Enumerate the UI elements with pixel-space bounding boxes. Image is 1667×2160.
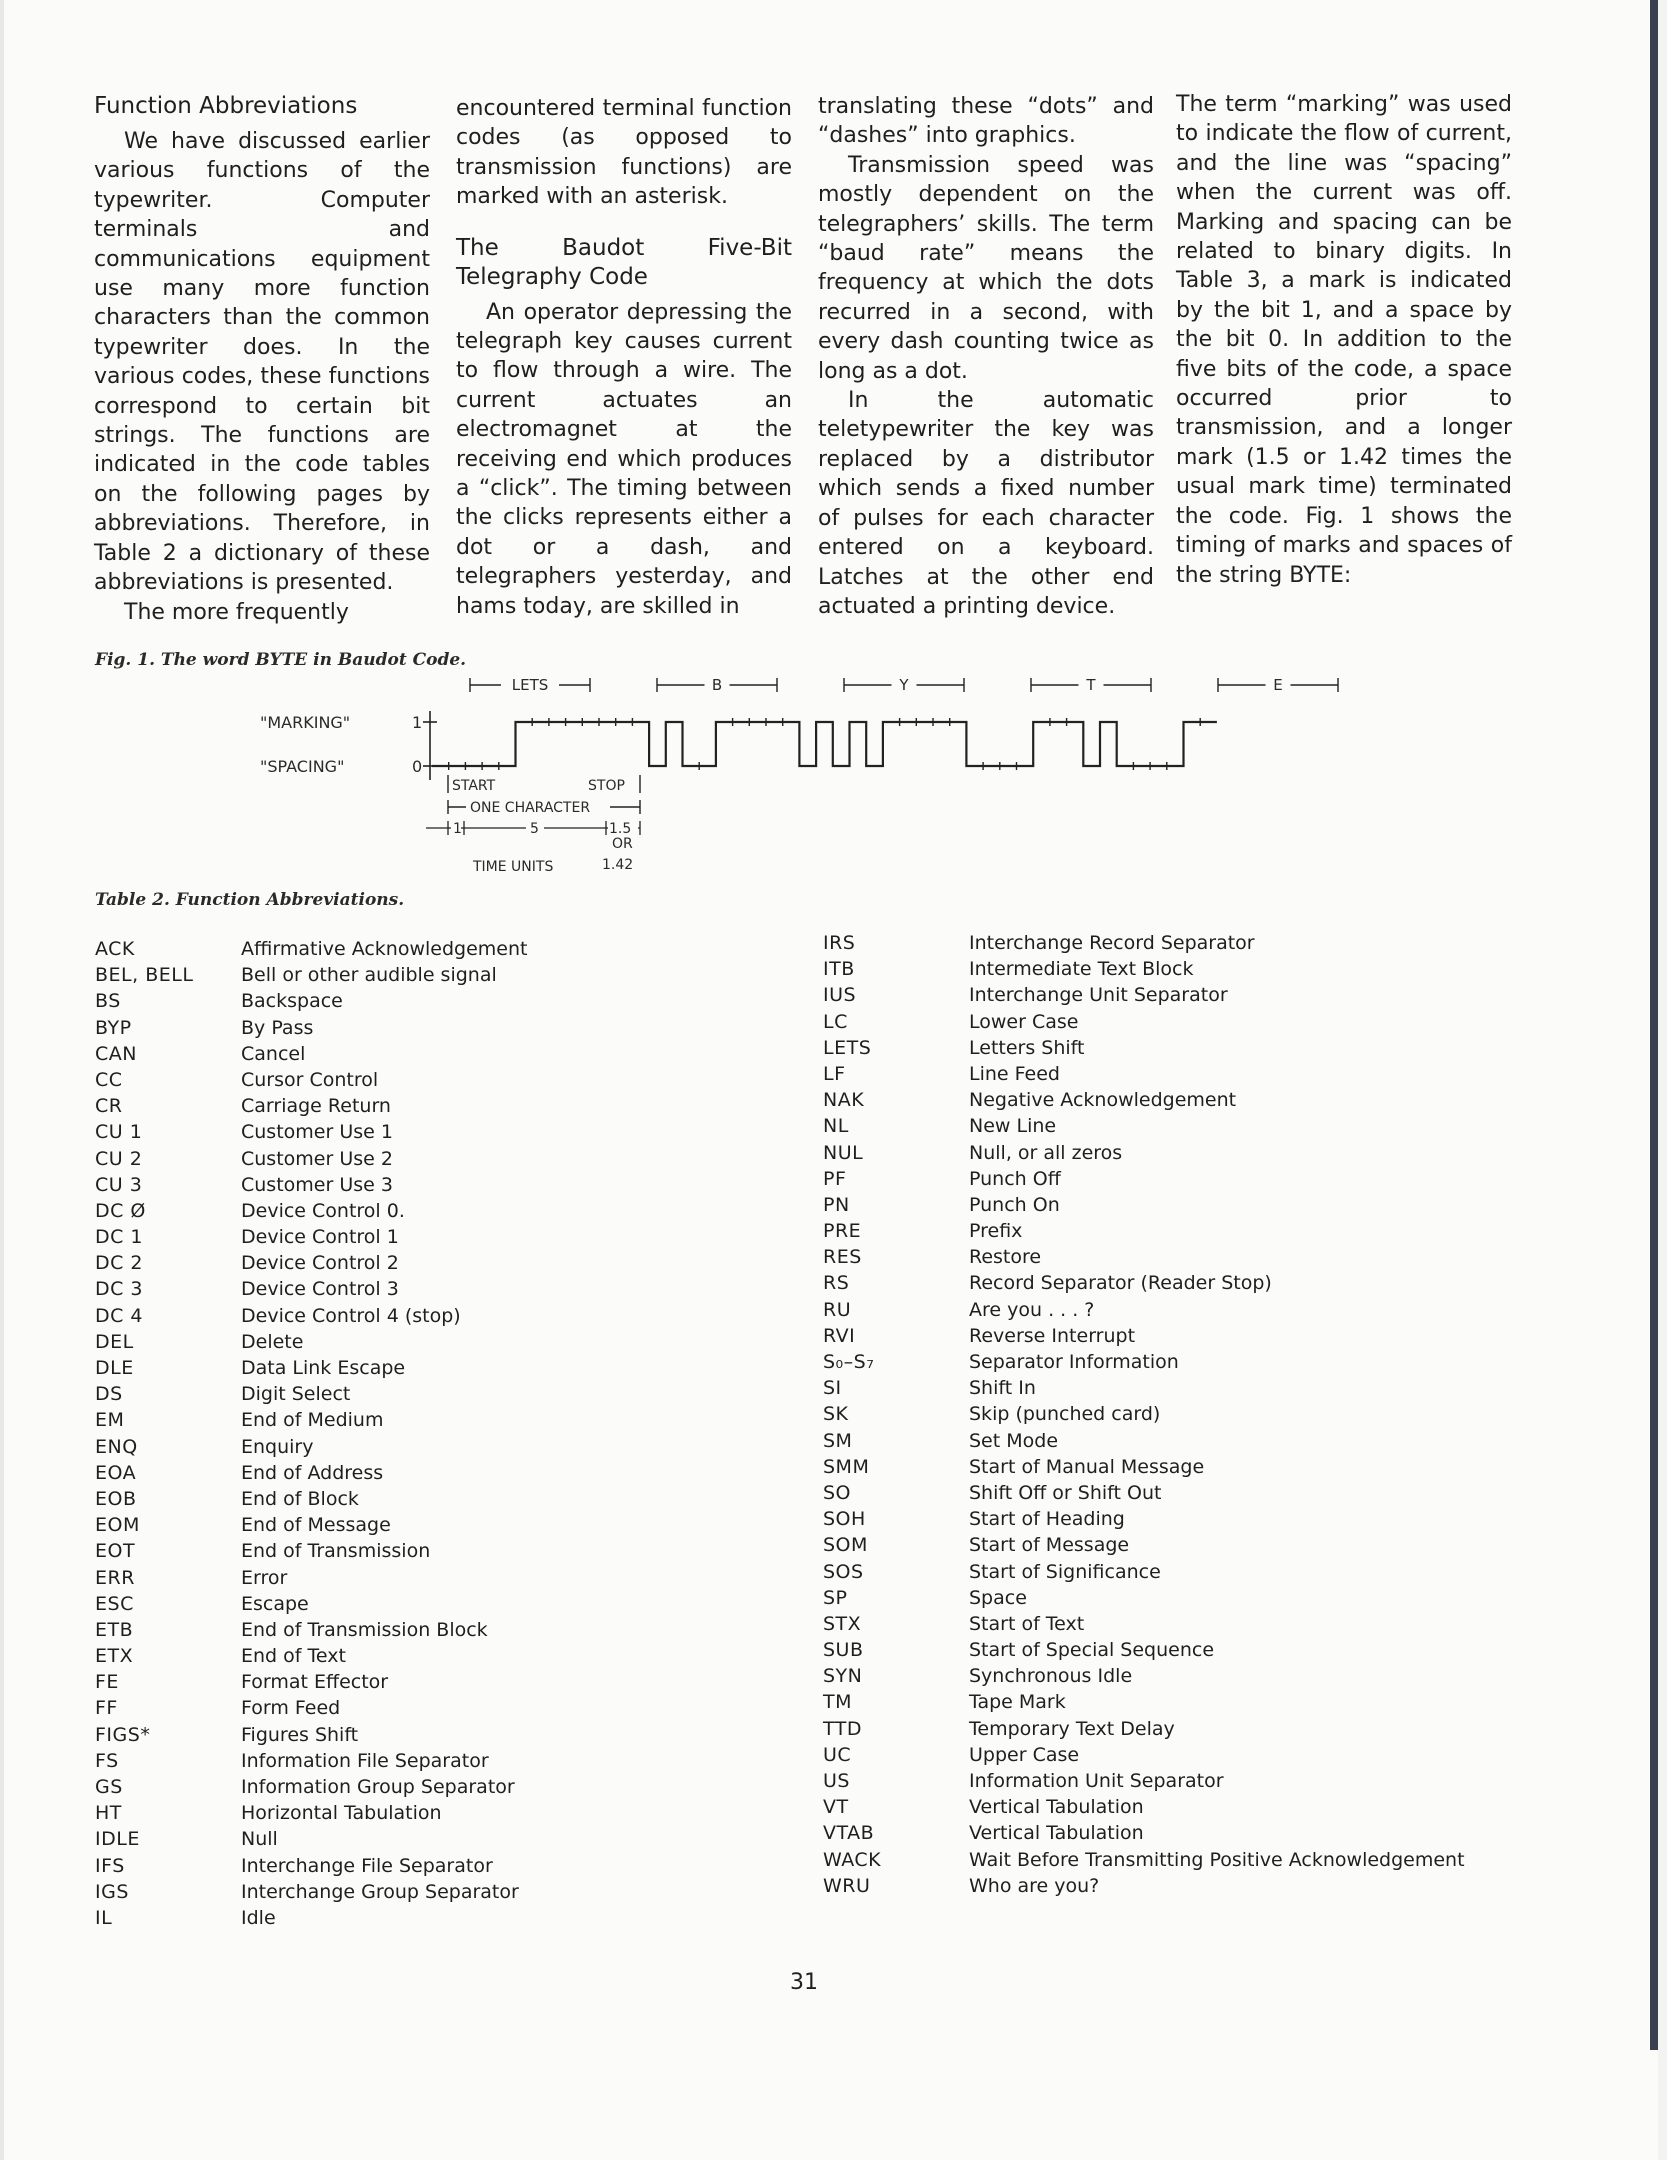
abbreviation-row — [823, 1716, 1465, 1742]
abbreviation-row — [95, 1381, 527, 1407]
abbreviation-row — [95, 1826, 527, 1852]
abbreviation-code: RU — [823, 1298, 852, 1321]
abbreviation-code: SI — [823, 1377, 842, 1400]
abbreviation-code: VTAB — [823, 1822, 875, 1845]
abbreviation-meaning: Shift Off or Shift Out — [969, 1481, 1162, 1504]
abbreviation-meaning: Temporary Text Delay — [969, 1717, 1175, 1740]
abbreviation-row — [95, 1800, 527, 1826]
abbreviation-meaning: Start of Heading — [969, 1508, 1125, 1531]
abbreviation-meaning: Prefix — [969, 1220, 1023, 1243]
abbreviation-row — [823, 1218, 1465, 1244]
abbreviation-row — [95, 1695, 527, 1721]
bit-boundary-ticks — [449, 718, 1200, 770]
abbreviation-row — [823, 1166, 1465, 1192]
character-label: T — [1086, 676, 1096, 694]
one-character-label: ONE CHARACTER — [470, 800, 591, 816]
figure-caption: Fig. 1. The word BYTE in Baudot Code. — [95, 650, 467, 670]
paragraph: Transmission speed was mostly dependent on the telegraphers’ skills. The term “baud rate” means the frequency at which the dots recurred in a second, with every dash counting twice as long as a dot. — [818, 152, 1154, 384]
abbreviation-row — [95, 1879, 527, 1905]
abbreviation-code: DC Ø — [95, 1199, 146, 1222]
unit-label-start: 1 — [453, 821, 462, 837]
abbreviation-row — [95, 1355, 527, 1381]
abbreviation-meaning: Interchange Record Separator — [969, 932, 1255, 954]
character-brackets — [470, 675, 1338, 695]
abbreviation-code: CAN — [95, 1042, 137, 1065]
abbreviation-row — [95, 1015, 527, 1041]
abbreviation-meaning: Device Control 3 — [241, 1278, 399, 1301]
abbreviation-row — [823, 1768, 1465, 1794]
marking-label: "MARKING" — [260, 713, 351, 732]
abbreviation-meaning: Form Feed — [241, 1697, 341, 1720]
abbreviation-meaning: Error — [241, 1566, 288, 1589]
page-number: 31 — [790, 1970, 818, 1995]
abbreviation-row — [823, 1873, 1465, 1899]
abbreviation-list-left — [95, 936, 527, 1931]
section-heading-baudot: The Baudot Five-Bit Telegraphy Code — [456, 234, 792, 290]
abbreviation-row — [823, 1742, 1465, 1768]
abbreviation-meaning: Customer Use 3 — [241, 1173, 393, 1196]
abbreviation-meaning: Skip (punched card) — [969, 1403, 1161, 1426]
abbreviation-code: BYP — [95, 1016, 132, 1039]
abbreviation-code: US — [823, 1770, 850, 1792]
abbreviation-code: SM — [823, 1429, 853, 1452]
abbreviation-meaning: Wait Before Transmitting Positive Acknowledgement — [969, 1848, 1465, 1871]
abbreviation-meaning: Data Link Escape — [241, 1357, 406, 1379]
abbreviation-code: NAK — [823, 1089, 865, 1112]
abbreviation-meaning: End of Address — [241, 1461, 384, 1484]
abbreviation-row — [95, 1486, 527, 1512]
abbreviation-row — [95, 1250, 527, 1276]
abbreviation-meaning: Record Separator (Reader Stop) — [969, 1272, 1272, 1295]
abbreviation-code: ETB — [95, 1618, 134, 1641]
character-label: Y — [899, 676, 909, 694]
abbreviation-row — [95, 1748, 527, 1774]
abbreviation-meaning: Start of Manual Message — [969, 1455, 1205, 1478]
abbreviation-meaning: Idle — [241, 1906, 276, 1929]
character-bracket — [1031, 675, 1151, 695]
abbreviation-meaning: Device Control 0. — [241, 1199, 405, 1222]
abbreviation-meaning: Escape — [241, 1592, 309, 1615]
abbreviation-row — [95, 1276, 527, 1302]
abbreviation-meaning: Punch Off — [969, 1167, 1061, 1190]
abbreviation-row — [95, 1565, 527, 1591]
abbreviation-code: TM — [823, 1691, 852, 1714]
abbreviation-row — [823, 1480, 1465, 1506]
time-units-label: TIME UNITS — [473, 859, 554, 875]
abbreviation-row — [823, 1585, 1465, 1611]
abbreviation-meaning: Device Control 4 (stop) — [241, 1304, 461, 1327]
abbreviation-meaning: Null, or all zeros — [969, 1141, 1123, 1164]
abbreviation-meaning: Interchange File Separator — [241, 1854, 493, 1877]
abbreviation-meaning: Carriage Return — [241, 1095, 391, 1118]
abbreviation-row — [95, 1329, 527, 1355]
abbreviation-meaning: Interchange Unit Separator — [969, 984, 1228, 1007]
abbreviation-meaning: Separator Information — [969, 1351, 1179, 1373]
character-label: B — [711, 676, 723, 694]
abbreviation-row — [95, 1067, 527, 1093]
abbreviation-code: SMM — [823, 1455, 870, 1478]
unit-label-data: 5 — [530, 821, 539, 837]
abbreviation-code: EOT — [95, 1540, 136, 1563]
abbreviation-code: SOM — [823, 1534, 868, 1557]
abbreviation-row — [95, 1224, 527, 1250]
abbreviation-row — [823, 1532, 1465, 1558]
abbreviation-code: EOM — [95, 1514, 140, 1537]
unit-label-stop-alt: 1.42 — [602, 857, 634, 873]
paragraph: The more frequently — [124, 599, 349, 625]
abbreviation-row — [95, 1853, 527, 1879]
abbreviation-code: PRE — [823, 1220, 862, 1243]
abbreviation-code: ENQ — [95, 1435, 138, 1458]
abbreviation-meaning: New Line — [969, 1115, 1057, 1138]
abbreviation-code: DC 3 — [95, 1278, 144, 1301]
text-column-2 — [456, 94, 792, 621]
abbreviation-meaning: Cursor Control — [241, 1068, 379, 1091]
character-label: LETS — [511, 676, 549, 694]
spacing-label: "SPACING" — [260, 757, 345, 776]
abbreviation-meaning: Information Group Separator — [241, 1776, 515, 1798]
abbreviation-meaning: Punch On — [969, 1193, 1060, 1216]
abbreviation-meaning: Vertical Tabulation — [969, 1796, 1144, 1819]
abbreviation-code: CU 3 — [95, 1173, 143, 1196]
abbreviation-meaning: Customer Use 1 — [241, 1121, 393, 1144]
abbreviation-meaning: Bell or other audible signal — [241, 964, 497, 987]
abbreviation-row — [823, 1323, 1465, 1349]
abbreviation-meaning: Line Feed — [969, 1062, 1060, 1085]
abbreviation-meaning: Start of Special Sequence — [969, 1639, 1215, 1662]
abbreviation-row — [823, 1087, 1465, 1113]
abbreviation-row — [95, 1172, 527, 1198]
abbreviation-row — [823, 1611, 1465, 1637]
abbreviation-row — [95, 962, 527, 988]
abbreviation-code: FIGS* — [95, 1723, 151, 1746]
abbreviation-meaning: Synchronous Idle — [969, 1665, 1133, 1688]
abbreviation-row — [823, 956, 1465, 982]
abbreviation-meaning: Affirmative Acknowledgement — [241, 938, 528, 960]
text-column-3 — [818, 92, 1154, 621]
page-edge-shadow — [1650, 0, 1658, 2050]
abbreviation-code: VT — [823, 1796, 849, 1819]
abbreviation-row — [823, 1506, 1465, 1532]
abbreviation-meaning: End of Transmission — [241, 1540, 431, 1563]
abbreviation-code: NUL — [823, 1141, 864, 1164]
abbreviation-row — [95, 1093, 527, 1119]
abbreviation-row — [95, 1643, 527, 1669]
abbreviation-row — [823, 1559, 1465, 1585]
abbreviation-row — [95, 1512, 527, 1538]
abbreviation-meaning: Customer Use 2 — [241, 1147, 393, 1170]
character-bracket — [844, 675, 964, 695]
abbreviation-row — [95, 1407, 527, 1433]
abbreviation-code: EM — [95, 1409, 125, 1432]
abbreviation-row — [95, 1905, 527, 1931]
abbreviation-row — [823, 1140, 1465, 1166]
abbreviation-meaning: Restore — [969, 1246, 1042, 1269]
abbreviation-meaning: Digit Select — [241, 1383, 351, 1406]
abbreviation-code: IFS — [95, 1854, 125, 1877]
abbreviation-code: LC — [823, 1010, 848, 1033]
abbreviation-code: ITB — [823, 958, 855, 981]
level-high-label: 1 — [412, 713, 423, 732]
abbreviation-code: WRU — [823, 1874, 871, 1897]
abbreviation-code: DLE — [95, 1357, 134, 1379]
unit-label-stop: 1.5 — [609, 821, 632, 837]
character-bracket — [657, 675, 777, 695]
character-bracket — [470, 675, 590, 695]
abbreviation-code: IUS — [823, 984, 857, 1007]
abbreviation-code: RS — [823, 1272, 850, 1295]
unit-label-or: OR — [612, 836, 633, 852]
abbreviation-row — [95, 1303, 527, 1329]
abbreviation-code: DC 4 — [95, 1304, 144, 1327]
abbreviation-row — [823, 1428, 1465, 1454]
abbreviation-code: FS — [95, 1749, 119, 1772]
abbreviation-row — [823, 1113, 1465, 1139]
abbreviation-meaning: Start of Text — [969, 1612, 1085, 1635]
abbreviation-code: S₀–S₇ — [823, 1351, 875, 1373]
abbreviation-row — [823, 1061, 1465, 1087]
abbreviation-code: CU 2 — [95, 1147, 143, 1170]
abbreviation-code: SOH — [823, 1508, 866, 1531]
abbreviation-code: BEL, BELL — [95, 964, 194, 987]
abbreviation-row — [95, 1617, 527, 1643]
abbreviation-code: NL — [823, 1115, 849, 1138]
paragraph: We have discussed earlier various functions of the typewriter. Computer terminals and communications equipment use many more function characters than the common typewriter does. In the various codes, these functions correspond to certain bit strings. The functions are indicated in the code tables on the following pages by abbreviations. Therefore, in Table 2 a dictionary of these abbreviations is presented. — [94, 129, 430, 596]
paragraph: encountered terminal function codes (as opposed to transmission functions) are marked with an asterisk. — [456, 96, 792, 210]
abbreviation-code: SK — [823, 1403, 849, 1426]
abbreviation-meaning: Letters Shift — [969, 1036, 1085, 1059]
abbreviation-code: CR — [95, 1095, 123, 1118]
abbreviation-code: EOB — [95, 1487, 137, 1510]
abbreviation-meaning: Enquiry — [241, 1435, 314, 1458]
abbreviation-code: SP — [823, 1586, 848, 1609]
abbreviation-row — [823, 1794, 1465, 1820]
abbreviation-code: LF — [823, 1062, 846, 1085]
abbreviation-row — [823, 1270, 1465, 1296]
abbreviation-meaning: Device Control 2 — [241, 1252, 399, 1275]
abbreviation-row — [823, 930, 1465, 956]
abbreviation-meaning: Shift In — [969, 1377, 1036, 1400]
abbreviation-row — [95, 1041, 527, 1067]
abbreviation-row — [823, 1637, 1465, 1663]
abbreviation-meaning: Start of Message — [969, 1534, 1130, 1557]
abbreviation-code: IRS — [823, 932, 856, 954]
abbreviation-code: SUB — [823, 1639, 864, 1662]
abbreviation-meaning: Format Effector — [241, 1671, 389, 1694]
abbreviation-code: DEL — [95, 1330, 134, 1353]
abbreviation-code: DS — [95, 1383, 123, 1406]
abbreviation-meaning: Backspace — [241, 990, 343, 1013]
abbreviation-code: SO — [823, 1481, 852, 1504]
abbreviation-row — [95, 1774, 527, 1800]
abbreviation-meaning: Horizontal Tabulation — [241, 1802, 442, 1825]
abbreviation-row — [95, 1591, 527, 1617]
paragraph: The term “marking” was used to indicate the flow of current, and the line was “spacing” when the current was off. Marking and spacing can be related to binary digits. In Table 3, a mark is indicated by the bit 1, and a space by the bit 0. In addition to the five bits of the code, a space occurred prior to transmission, and a longer mark (1.5 or 1.42 times the usual mark time) terminated the code. Fig. 1 shows the timing of marks and spaces of the string BYTE: — [1176, 92, 1512, 588]
paragraph: In the automatic teletypewriter the key was replaced by a distributor which sends a fixed number of pulses for each character entered on a keyboard. Latches at the other end actuated a printing device. — [818, 388, 1154, 619]
abbreviation-meaning: Information Unit Separator — [969, 1770, 1224, 1792]
text-column-1 — [94, 92, 430, 627]
paragraph: An operator depressing the telegraph key causes current to flow through a wire. The current actuates an electromagnet at the receiving end which produces a “click”. The timing between the clicks represents either a dot or a dash, and telegraphers yesterday, and hams today, are skilled in — [456, 299, 792, 619]
abbreviation-meaning: Null — [241, 1828, 278, 1851]
abbreviation-meaning: Space — [969, 1586, 1027, 1609]
abbreviation-row — [823, 1847, 1465, 1873]
abbreviation-row — [95, 1538, 527, 1564]
abbreviation-row — [823, 1349, 1465, 1375]
page-edge-left — [0, 0, 4, 2160]
abbreviation-meaning: Are you . . . ? — [969, 1298, 1095, 1321]
abbreviation-meaning: End of Medium — [241, 1409, 384, 1432]
abbreviation-code: FF — [95, 1697, 118, 1720]
abbreviation-meaning: End of Message — [241, 1514, 391, 1537]
abbreviation-code: CU 1 — [95, 1121, 143, 1144]
abbreviation-meaning: Interchange Group Separator — [241, 1880, 519, 1903]
abbreviation-meaning: Start of Significance — [969, 1560, 1161, 1583]
paragraph: translating these “dots” and “dashes” into graphics. — [818, 94, 1154, 149]
abbreviation-code: RVI — [823, 1324, 856, 1347]
abbreviation-meaning: Figures Shift — [241, 1723, 359, 1746]
abbreviation-meaning: Vertical Tabulation — [969, 1822, 1144, 1845]
abbreviation-code: GS — [95, 1776, 123, 1798]
abbreviation-row — [823, 1689, 1465, 1715]
table-caption: Table 2. Function Abbreviations. — [95, 890, 405, 910]
abbreviation-meaning: Upper Case — [969, 1743, 1080, 1766]
abbreviation-row — [95, 1434, 527, 1460]
abbreviation-meaning: Who are you? — [969, 1874, 1100, 1897]
abbreviation-code: DC 2 — [95, 1252, 144, 1275]
abbreviation-meaning: Set Mode — [969, 1429, 1059, 1452]
signal-trace — [432, 722, 1217, 766]
abbreviation-meaning: Negative Acknowledgement — [969, 1089, 1237, 1112]
abbreviation-code: ERR — [95, 1566, 135, 1589]
abbreviation-row — [823, 982, 1465, 1008]
section-heading-function-abbreviations: Function Abbreviations — [94, 93, 358, 119]
abbreviation-code: CC — [95, 1068, 123, 1091]
abbreviation-code: DC 1 — [95, 1226, 144, 1249]
abbreviation-row — [823, 1035, 1465, 1061]
abbreviation-row — [823, 1192, 1465, 1218]
abbreviation-code: HT — [95, 1802, 122, 1825]
character-bracket — [1218, 675, 1338, 695]
abbreviation-code: STX — [823, 1612, 862, 1635]
abbreviation-row — [823, 1454, 1465, 1480]
abbreviation-code: TTD — [823, 1717, 863, 1740]
abbreviation-code: ESC — [95, 1592, 134, 1615]
abbreviation-code: ACK — [95, 938, 135, 960]
abbreviation-code: SYN — [823, 1665, 863, 1688]
abbreviation-row — [95, 1198, 527, 1224]
stop-label: STOP — [588, 778, 625, 794]
abbreviation-row — [95, 1119, 527, 1145]
abbreviation-meaning: Delete — [241, 1330, 304, 1353]
abbreviation-meaning: Information File Separator — [241, 1749, 489, 1772]
abbreviation-code: IGS — [95, 1880, 129, 1903]
level-low-label: 0 — [412, 757, 423, 776]
page-edge-right — [1658, 0, 1667, 2160]
abbreviation-row — [95, 1460, 527, 1486]
abbreviation-row — [95, 1146, 527, 1172]
abbreviation-row — [823, 1244, 1465, 1270]
abbreviation-code: PF — [823, 1167, 847, 1190]
abbreviation-meaning: Device Control 1 — [241, 1226, 399, 1249]
abbreviation-row — [823, 1009, 1465, 1035]
abbreviation-code: WACK — [823, 1848, 882, 1871]
abbreviation-row — [823, 1297, 1465, 1323]
abbreviation-meaning: Tape Mark — [969, 1691, 1066, 1714]
abbreviation-list-right — [823, 930, 1465, 1899]
abbreviation-meaning: Reverse Interrupt — [969, 1324, 1136, 1347]
abbreviation-code: UC — [823, 1743, 852, 1766]
abbreviation-code: IL — [95, 1906, 113, 1929]
abbreviation-code: EOA — [95, 1461, 137, 1484]
abbreviation-code: BS — [95, 990, 121, 1013]
baudot-waveform-figure — [240, 665, 1400, 900]
abbreviation-code: FE — [95, 1671, 119, 1694]
abbreviation-meaning: Cancel — [241, 1042, 306, 1065]
text-column-4 — [1176, 90, 1512, 590]
abbreviation-row — [95, 1722, 527, 1748]
abbreviation-row — [823, 1663, 1465, 1689]
abbreviation-meaning: End of Block — [241, 1487, 359, 1510]
character-label: E — [1273, 676, 1283, 694]
abbreviation-row — [95, 1669, 527, 1695]
abbreviation-code: IDLE — [95, 1828, 140, 1851]
abbreviation-meaning: Lower Case — [969, 1010, 1079, 1033]
start-label: START — [452, 778, 496, 794]
abbreviation-row — [95, 988, 527, 1014]
abbreviation-meaning: End of Transmission Block — [241, 1618, 488, 1641]
abbreviation-code: RES — [823, 1246, 862, 1269]
abbreviation-meaning: End of Text — [241, 1645, 346, 1668]
abbreviation-code: SOS — [823, 1560, 864, 1583]
abbreviation-row — [95, 936, 527, 962]
abbreviation-row — [823, 1375, 1465, 1401]
abbreviation-row — [823, 1820, 1465, 1846]
abbreviation-code: PN — [823, 1193, 850, 1216]
abbreviation-meaning: By Pass — [241, 1016, 314, 1039]
abbreviation-code: ETX — [95, 1645, 134, 1668]
abbreviation-code: LETS — [823, 1036, 872, 1059]
abbreviation-meaning: Intermediate Text Block — [969, 958, 1194, 981]
abbreviation-row — [823, 1401, 1465, 1427]
